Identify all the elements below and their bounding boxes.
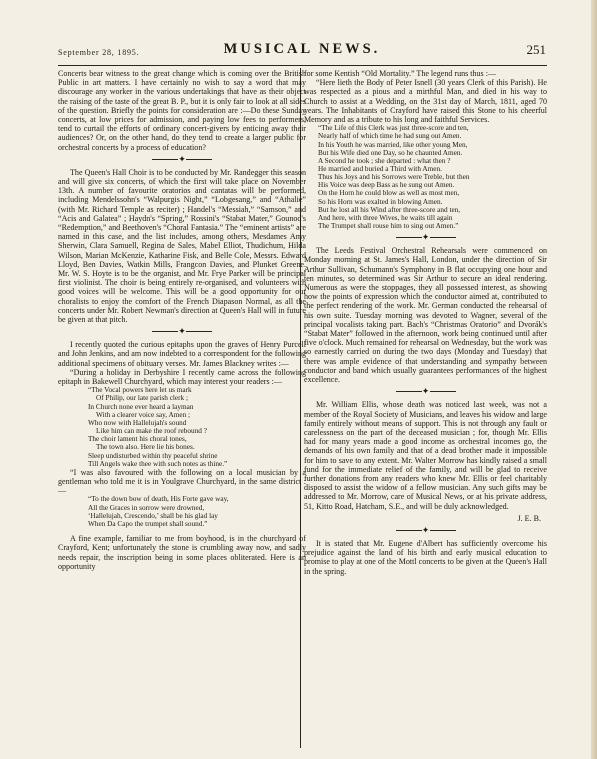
verse-line: Till Angels wake thee with such notes as thine.” xyxy=(88,459,228,468)
section-ornament: ✦ xyxy=(304,230,547,246)
verse-line: In his Youth he was married, like other young Men, xyxy=(318,140,468,149)
verse-line: Who now with Hallelujah's sound xyxy=(88,418,187,427)
header-rule xyxy=(58,65,547,66)
verse-line: “The Vocal powers here let us mark xyxy=(88,386,192,395)
isnell-epitaph-verse xyxy=(318,124,547,230)
verse-line: But his Wife died one Day, so he chaunted Amen. xyxy=(318,148,463,157)
masthead-title: MUSICAL NEWS. xyxy=(223,41,381,57)
author-signature: J. E. B. xyxy=(517,513,541,523)
verse-line: On the Horn he could blow as well as most men, xyxy=(318,189,460,198)
verse-line: When Da Capo the trumpet shall sound.” xyxy=(88,519,208,528)
left-column xyxy=(58,69,306,571)
dalbert-paragraph: It is stated that Mr. Eugene d'Albert has sufficiently overcome his prejudice against the land of his birth and early musical education to promise to play at one of the Mottl concerts to be given at the Queen's Hall in the spring. xyxy=(304,538,547,576)
youlgrave-intro-paragraph: “I was also favoured with the following on a local musician by a gentleman who told me it is in Youlgrave Churchyard, in the same district :— xyxy=(58,467,306,496)
bakewell-intro-paragraph: “During a holiday in Derbyshire I recently came across the following epitaph in Bakewell Churchyard, which may interest your readers :— xyxy=(58,367,306,387)
page-header xyxy=(58,40,546,62)
section-ornament: ✦ xyxy=(58,152,306,168)
verse-line: And here, with three Wives, he waits till again xyxy=(318,213,453,222)
sunday-concerts-paragraph: Concerts bear witness to the great change which is coming over the British Public in art matters. I have certainly no wish to say a word that may discourage any worker in the various undertakings that have as their object the raising of the taste of the great B. P., but it is only fair to look at all sides of the question. Briefly the points for consideration are :—Do these Sunday concerts, at low prices for admission, and paying low fees to performers, tend to curtail the efforts of ordinary concert-givers by enticing away their audiences? Or, on the other hand, do they tend to create a larger public for orchestral concerts by a process of education? xyxy=(58,69,306,152)
section-ornament: ✦ xyxy=(304,384,547,400)
verse-line: “The Life of this Clerk was just three-score and ten, xyxy=(318,124,469,133)
verse-line: A Second he took ; she departed : what then ? xyxy=(318,156,451,165)
verse-line: In Church none ever heard a layman xyxy=(88,402,194,411)
epitaphs-intro-paragraph: I recently quoted the curious epitaphs upon the graves of Henry Purcell and John Jenkins, and am now indebted to a correspondent for the following additional specimens of obituary verses. Mr. James Blackney writes :— xyxy=(58,340,306,368)
verse-line: ‘Hallelujah, Crescendo,’ shall be his glad lay xyxy=(88,511,218,520)
page-number: 251 xyxy=(526,42,546,57)
verse-line: His Voice was deep Bass as he sung out Amen. xyxy=(318,181,455,190)
isnell-inscription-paragraph: “Here lieth the Body of Peter Isnell (30 years Clerk of this Parish). He was respected as a pious and a mirthful Man, and died in his way to Church to assist at a Wedding, on the 31st day of March, 1811, aged 70 years. The Inhabitants of Crayford have raised this Stone to his cheerful Memory and as a tribute to his long and faithful Services. xyxy=(304,78,547,125)
crayford-paragraph: A fine example, familiar to me from boyhood, is in the churchyard of Crayford, Kent; unfortunately the stone is crumbling away now, and sadly needs repair, the inscription being in some places obliterated. Here is an opportunity xyxy=(58,534,306,571)
right-column xyxy=(304,69,547,576)
verse-line: With a clearer voice say, Amen ; xyxy=(96,410,191,419)
verse-line: He married and buried a Third with Amen. xyxy=(318,165,442,173)
verse-line: The town also. Here lie his bones. xyxy=(96,443,195,452)
queens-hall-choir-paragraph: The Queen's Hall Choir is to be conducted by Mr. Randegger this season and will give six concerts, of which the first will take place on November 13th. A number of favourite oratorios and cantatas will be performed, including Mendelssohn's “Walpurgis Night,” “Lobgesang,” and “Athalie” (with Mr. Richard Temple as reciter) ; Handel's “Messiah,” “Samson,” and “Acis and Galatea” ; Haydn's “Spring,” Rossini's “Stabat Mater,” Gounod's “Redemption,” and Beethoven's “Choral Fantasia.” The “eminent artists” are named in this case, and the list includes, among others, Mesdames Amy Sherwin, Clara Samuell, Regina de Sales, Mabel Elliot, Thudichum, Hilda Wilson, Marian McKenzie, Katharine Fisk, and Belle Cole, Messrs. Edward Lloyd, Ben Davies, Watkin Mills, Frangcon Davies, and Plunket Greene. Mr. W. S. Hoyte is to be the organist, and Mr. Frye Parker will be principal first violinist. The choir is being entirely re-organised, and volunteers with good voices will be welcome. This will be a good opportunity for our choralists to enjoy the comfort of the French Diapason Normal, as all the concerts under Mr. Robert Newman's direction at Queen's Hall will in future be given at that pitch. xyxy=(58,167,306,325)
william-ellis-paragraph: Mr. William Ellis, whose death was noticed last week, was not a member of the Royal Society of Musicians, and leaves his widow and large family entirely without means of support. This is not through any fault or carelessness on the part of the deceased musician ; for, though Mr. Ellis had for many years made a good income as orchestral incomes go, the demands of his own family and that of a dead brother made it impossible for him to save to any extent. Mr. Walter Morrow has kindly raised a small fund for the immediate relief of the family, and will be glad to receive further donations from any readers who knew Mr. Ellis or feel charitably disposed to assist the widow of a fellow musician. Any such gifts may be addressed to Mr. Morrow, care of Musical News, or at his private address, 51, Kitto Road, Hatcham, S.E., and will be duly acknowledged. xyxy=(304,400,547,511)
section-ornament: ✦ xyxy=(58,324,306,340)
bakewell-epitaph-verse xyxy=(88,386,306,468)
verse-line: Of Philip, our late parish clerk ; xyxy=(96,394,189,403)
youlgrave-epitaph-verse xyxy=(88,495,306,528)
verse-line: Like him can make the roof rebound ? xyxy=(96,427,207,436)
verse-line: But he lost all his Wind after three-score and ten, xyxy=(318,205,461,214)
page-binding-edge xyxy=(591,0,597,759)
crayford-continued-paragraph: for some Kentish “Old Mortality.” The legend runs thus :— xyxy=(304,69,496,78)
header-date: September 28, 1895. xyxy=(58,48,140,57)
verse-line: All the Graces in sorrow were drowned, xyxy=(88,503,205,512)
verse-line: “To the down bow of death, His Forte gave way, xyxy=(88,495,229,504)
section-ornament: ✦ xyxy=(304,523,547,539)
verse-line: The choir lament his choral tones, xyxy=(88,435,187,444)
verse-line: Sleep undisturbed within thy peaceful shrine xyxy=(88,451,218,460)
verse-line: Thus his Joys and his Sorrows were Treble, but then xyxy=(318,173,470,182)
verse-line: Nearly half of which time he had sung out Amen. xyxy=(318,132,462,141)
verse-line: So his Horn was exalted in blowing Amen. xyxy=(318,197,443,206)
verse-line: The Trumpet shall rouse him to sing out Amen.” xyxy=(318,222,459,231)
leeds-festival-paragraph: The Leeds Festival Orchestral Rehearsals were commenced on Monday morning at St. James's Hall, London, under the direction of Sir Arthur Sullivan, Schumann's Symphony in B flat occupying one hour and ten minutes, so determined was Sir Arthur to secure an ideal rendering. Numerous as were the stoppages, they all possessed interest, as showing how the points of expression which the conductor aimed at, contributed to the perfect rendering of the work. Mr. German conducted the rehearsal of his own suite. Tuesday morning was devoted to Wagner, several of the principal vocalists taking part. Bach's “Christmas Oratorio” and Dvorák's “Stabat Mater” followed in the afternoon, work being continued until after five o'clock. Much remained for rehearsal on Wednesday, but the work was so earnestly carried on during the two days (Monday and Tuesday) that there was ample evidence of that understanding and sympathy between conductor and band which usually guarantees performances of the highest excellence. xyxy=(304,246,547,385)
